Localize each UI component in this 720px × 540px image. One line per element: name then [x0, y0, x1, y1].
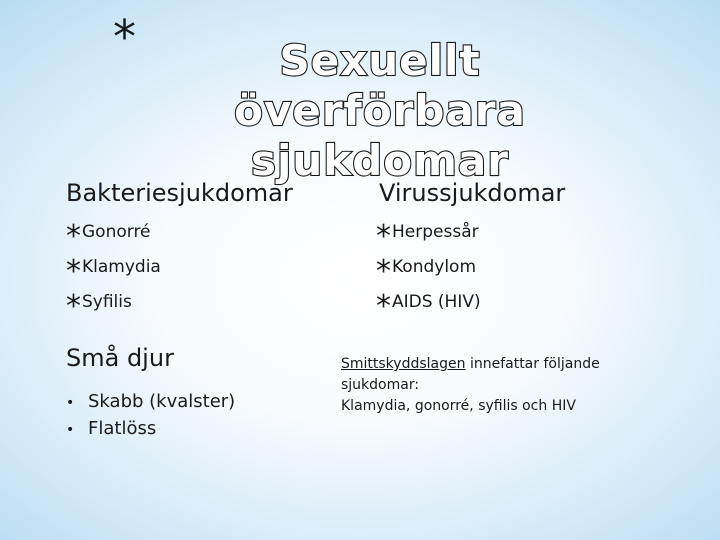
asterisk-bullet-icon: *: [66, 219, 81, 254]
list-item: [376, 215, 481, 254]
smittskyddslagen-link[interactable]: Smittskyddslagen: [341, 356, 466, 372]
law-note: [341, 354, 671, 417]
list-item: [376, 285, 481, 324]
viral-heading: Virussjukdomar: [379, 179, 566, 207]
law-note-line: Klamydia, gonorré, syfilis och HIV: [341, 398, 576, 414]
list-item: [66, 250, 161, 289]
bacterial-heading: Bakteriesjukdomar: [66, 179, 293, 207]
viral-item-label: Kondylom: [392, 257, 477, 277]
slide-title: Sexuellt överförbara sjukdomar: [234, 36, 526, 185]
law-note-text: innefattar följande: [465, 356, 600, 372]
list-item: [66, 285, 161, 324]
viral-item-label: Herpessår: [392, 222, 479, 242]
title-asterisk-icon: *: [113, 10, 136, 64]
list-item: [66, 215, 161, 254]
bacterial-item-label: Klamydia: [82, 257, 161, 277]
bacterial-item-label: Gonorré: [82, 222, 151, 242]
asterisk-bullet-icon: *: [66, 254, 81, 289]
asterisk-bullet-icon: *: [66, 289, 81, 324]
list-item: [66, 389, 235, 416]
small-animals-item-label: Flatlöss: [88, 418, 157, 439]
asterisk-bullet-icon: *: [376, 219, 391, 254]
viral-list: [376, 215, 481, 324]
bullet-dot-icon: •: [66, 395, 75, 411]
small-animals-heading: Små djur: [66, 344, 174, 372]
list-item: [66, 416, 235, 443]
viral-item-label: AIDS (HIV): [392, 292, 481, 312]
asterisk-bullet-icon: *: [376, 254, 391, 289]
bacterial-item-label: Syfilis: [82, 292, 132, 312]
bacterial-list: [66, 215, 161, 324]
list-item: [376, 250, 481, 289]
small-animals-list: [66, 389, 235, 443]
bullet-dot-icon: •: [66, 422, 75, 438]
asterisk-bullet-icon: *: [376, 289, 391, 324]
law-note-line: sjukdomar:: [341, 377, 420, 393]
law-note-line: [341, 354, 671, 375]
small-animals-item-label: Skabb (kvalster): [88, 391, 236, 412]
